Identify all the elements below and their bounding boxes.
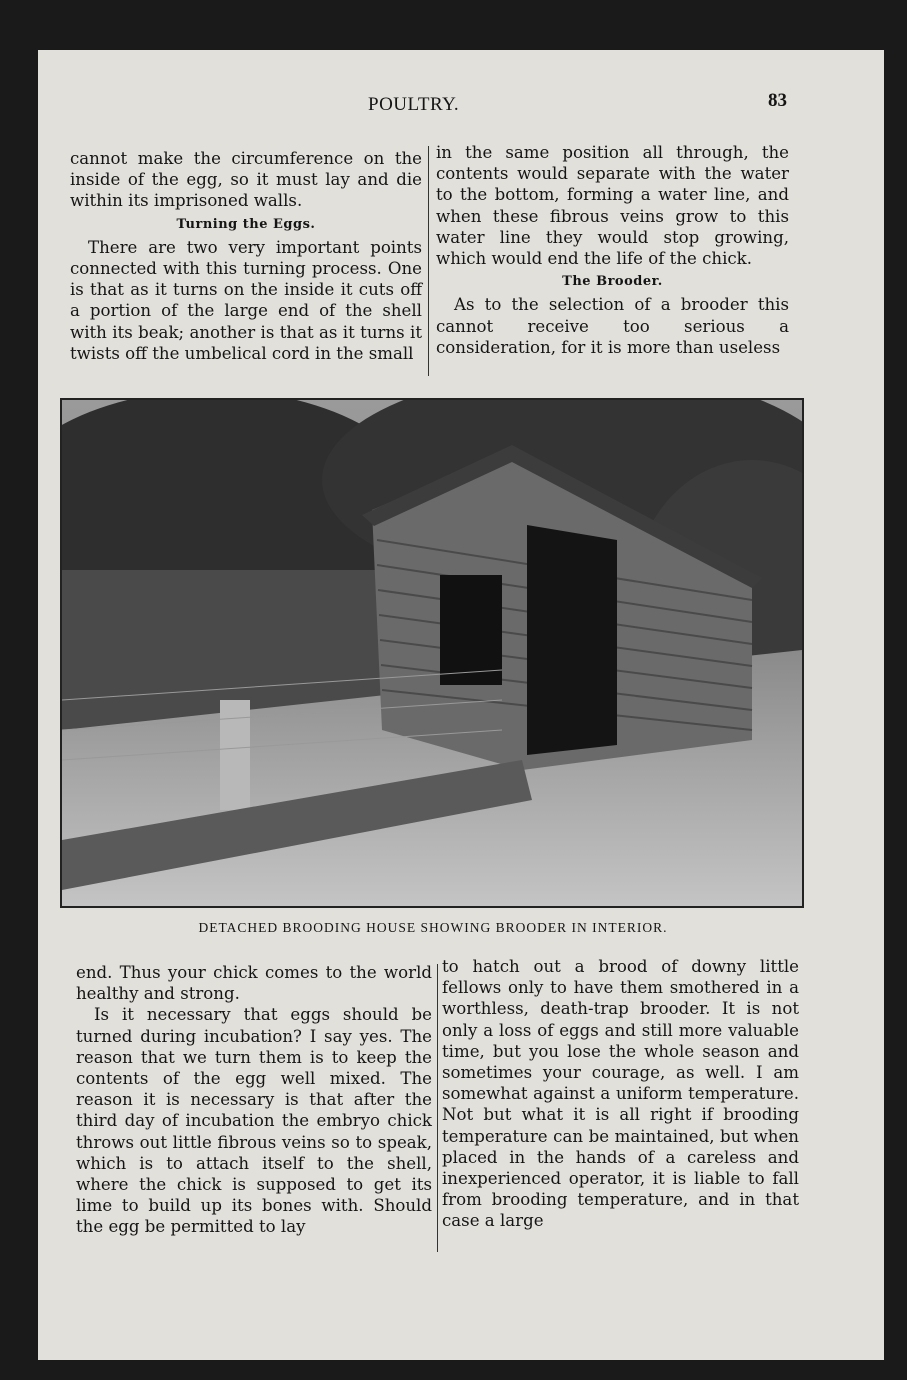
brooding-house-photo (60, 398, 804, 908)
section-heading-turning-eggs: Turning the Eggs. (176, 216, 316, 232)
book-page (38, 50, 884, 1360)
paragraph: in the same position all through, the contents would separate with the water to the bottom, forming a water line, and when these fibrous veins grow to this water line they would stop growing, which would end the life of the chick. (436, 143, 789, 269)
column-top-right (436, 142, 789, 358)
running-header: POULTRY. (368, 94, 460, 115)
figure-caption: DETACHED BROODING HOUSE SHOWING BROODER IN INTERIOR. (198, 920, 668, 935)
section-heading-brooder: The Brooder. (562, 274, 663, 290)
paragraph: There are two very important points connected with this turning process. One is that as it turns on the inside it cuts off a portion of the large end of the shell with its beak; another is that as it turns it twists off the umbelical cord in the small (70, 237, 422, 363)
paragraph: to hatch out a brood of downy little fellows only to have them smothered in a worthless, death-trap brooder. It is not only a loss of eggs and still more valuable time, but you lose the whole season and sometimes your courage, as well. I am somewhat against a uniform temperature. Not but what it is all right if brooding temperature can be maintained, but when placed in the hands of a careless and inexperienced operator, it is liable to fall from brooding temperature, and in that case a large (442, 957, 799, 1231)
paragraph: Is it necessary that eggs should be turned during incubation? I say yes. The reason that we turn them is to keep the contents of the egg well mixed. The reason it is necessary is that after the third day of incubation the embryo chick throws out little fibrous veins so to speak, which is to attach itself to the shell, where the chick is supposed to get its lime to build up its bones with. Should the egg be permitted to lay (76, 1005, 432, 1237)
page-number: 83 (768, 90, 787, 111)
paragraph: As to the selection of a brooder this cannot receive too serious a consideration, for it is more than useless (436, 295, 789, 357)
column-bottom-left (76, 962, 432, 1238)
paragraph: cannot make the circumference on the inside of the egg, so it must lay and die within its imprisoned walls. (70, 149, 422, 211)
column-divider (437, 964, 438, 1252)
column-bottom-right (442, 956, 799, 1232)
paragraph: end. Thus your chick comes to the world healthy and strong. (76, 963, 432, 1004)
column-top-left (70, 148, 422, 364)
column-divider (428, 146, 429, 376)
